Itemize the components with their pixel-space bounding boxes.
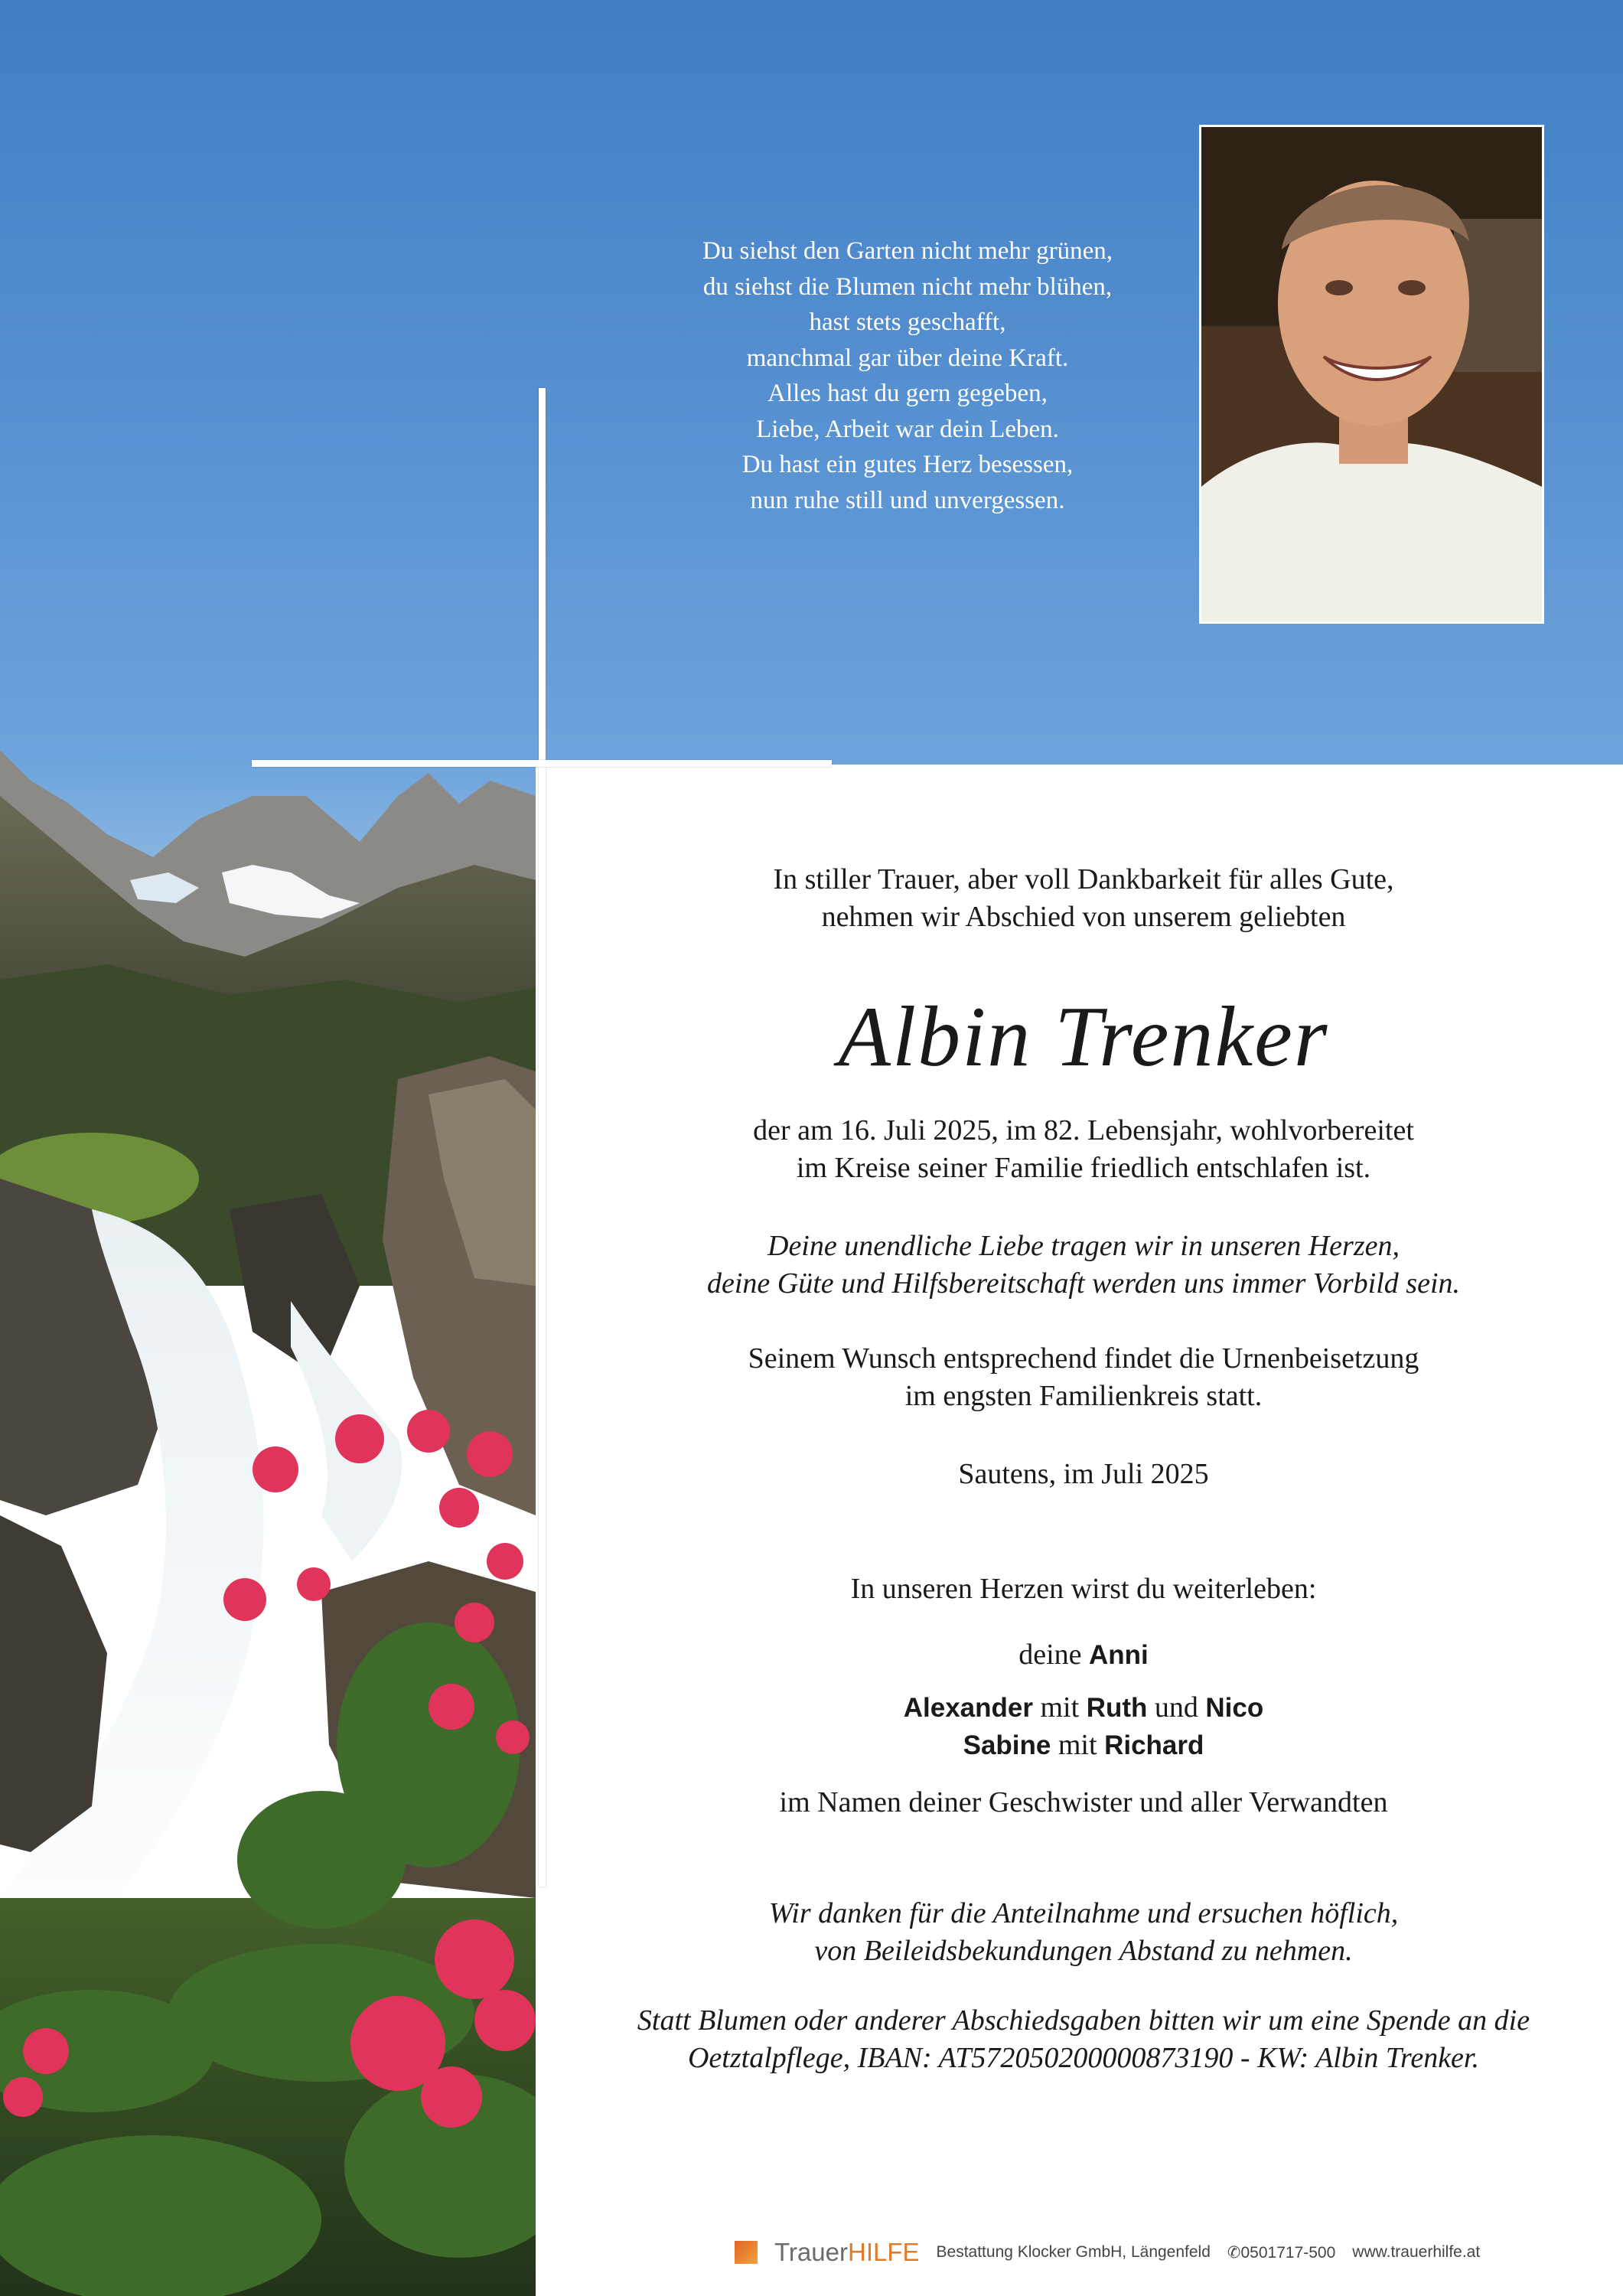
intro-text bbox=[582, 861, 1586, 936]
relatives-line: im Namen deiner Geschwister und aller Verwandten bbox=[779, 1786, 1388, 1818]
intro-line: nehmen wir Abschied von unserem geliebten bbox=[821, 901, 1346, 933]
family-name: Alexander bbox=[903, 1693, 1033, 1723]
poem-line: nun ruhe still und unvergessen. bbox=[750, 486, 1065, 514]
family-word: mit bbox=[1033, 1691, 1087, 1724]
family-name: Ruth bbox=[1086, 1693, 1148, 1723]
family-word: und bbox=[1147, 1691, 1206, 1724]
death-notice bbox=[582, 1112, 1586, 1187]
donation-line: Oetztalpflege, IBAN: AT572050200000873190 - KW: Albin Trenker. bbox=[687, 2042, 1479, 2074]
family-word: deine bbox=[1018, 1639, 1090, 1671]
family-list-2 bbox=[582, 1689, 1586, 1764]
family-name: Nico bbox=[1205, 1693, 1264, 1723]
poem-line: du siehst die Blumen nicht mehr blühen, bbox=[702, 272, 1113, 301]
family-line-3 bbox=[582, 1727, 1586, 1764]
phone-icon: ✆ bbox=[1227, 2243, 1241, 2262]
death-line: im Kreise seiner Familie friedlich entschlafen ist. bbox=[796, 1152, 1371, 1184]
cross-horizontal bbox=[252, 760, 832, 767]
thanks-line: Wir danken für die Anteilnahme und ersuchen höflich, bbox=[768, 1897, 1399, 1929]
poem-line: Alles hast du gern gegeben, bbox=[768, 380, 1048, 407]
brand-name bbox=[774, 2238, 920, 2267]
poem-line: manchmal gar über deine Kraft. bbox=[746, 344, 1069, 372]
love-line: deine Güte und Hilfsbereitschaft werden uns immer Vorbild sein. bbox=[706, 1267, 1460, 1300]
family-list bbox=[582, 1636, 1586, 1674]
poem bbox=[640, 233, 1175, 518]
brand-part-accent: HILFE bbox=[847, 2238, 920, 2266]
thanks-text bbox=[582, 1895, 1586, 1970]
donation-text bbox=[582, 2002, 1586, 2077]
hearts-text bbox=[582, 1570, 1586, 1608]
hearts-line: In unseren Herzen wirst du weiterleben: bbox=[850, 1573, 1317, 1605]
family-name: Sabine bbox=[963, 1730, 1051, 1760]
footer bbox=[735, 2239, 1592, 2266]
website-link[interactable]: www.trauerhilfe.at bbox=[1352, 2243, 1481, 2261]
place-date bbox=[582, 1456, 1586, 1493]
family-line-1 bbox=[582, 1636, 1586, 1674]
trauerhilfe-logo-icon bbox=[735, 2241, 758, 2264]
cross-vertical bbox=[539, 388, 546, 1887]
portrait-photo bbox=[1199, 125, 1544, 624]
family-line-2 bbox=[582, 1689, 1586, 1727]
poem-line: hast stets geschafft, bbox=[809, 308, 1006, 336]
intro-line: In stiller Trauer, aber voll Dankbarkeit für alles Gute, bbox=[773, 863, 1394, 895]
phone bbox=[1227, 2243, 1335, 2262]
love-text bbox=[582, 1228, 1586, 1303]
poem-line: Du hast ein gutes Herz besessen, bbox=[741, 451, 1074, 478]
family-name: Richard bbox=[1104, 1730, 1204, 1760]
love-line: Deine unendliche Liebe tragen wir in unseren Herzen, bbox=[768, 1230, 1400, 1262]
donation-line: Statt Blumen oder anderer Abschiedsgaben bitten wir um eine Spende an die bbox=[637, 2004, 1530, 2037]
family-name: Anni bbox=[1089, 1640, 1149, 1670]
relatives-text bbox=[582, 1784, 1586, 1821]
landscape-image bbox=[0, 750, 536, 2296]
poem-line: Liebe, Arbeit war dein Leben. bbox=[756, 415, 1059, 443]
phone-number: 0501717-500 bbox=[1240, 2243, 1336, 2262]
brand-part: Trauer bbox=[774, 2238, 848, 2266]
family-word: mit bbox=[1051, 1729, 1105, 1761]
deceased-name: Albin Trenker bbox=[838, 990, 1329, 1084]
place-date-text: Sautens, im Juli 2025 bbox=[958, 1458, 1209, 1490]
company-name: Bestattung Klocker GmbH, Längenfeld bbox=[936, 2243, 1211, 2261]
wish-text bbox=[582, 1340, 1586, 1415]
thanks-line: von Beileidsbekundungen Abstand zu nehmen. bbox=[814, 1935, 1353, 1967]
wish-line: Seinem Wunsch entsprechend findet die Urnenbeisetzung bbox=[748, 1342, 1419, 1375]
death-line: der am 16. Juli 2025, im 82. Lebensjahr, wohlvorbereitet bbox=[753, 1114, 1414, 1146]
wish-line: im engsten Familienkreis statt. bbox=[904, 1380, 1263, 1412]
poem-line: Du siehst den Garten nicht mehr grünen, bbox=[702, 237, 1113, 265]
